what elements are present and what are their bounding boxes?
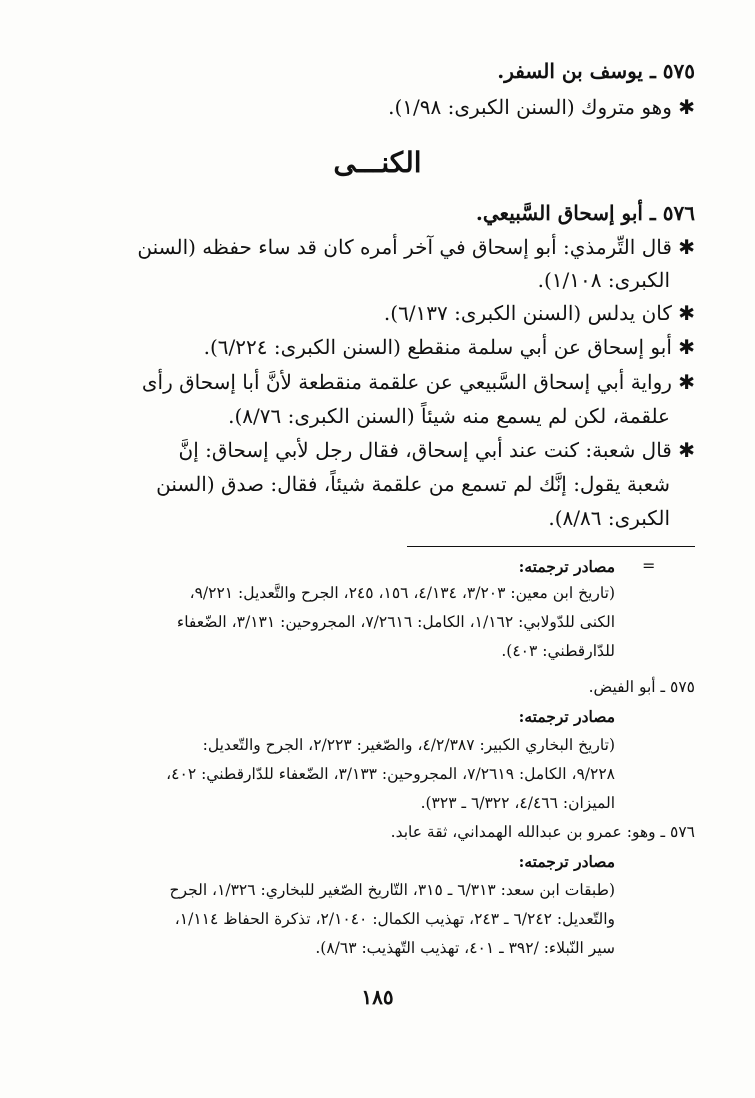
entry-576-note-4a: ✱ رواية أبي إسحاق السَّبيعي عن علقمة منقطعة لأنَّ أبا إسحاق رأى [141,370,695,394]
footnote-line: الميزان: ٤/٤٦٦، ٦/٣٢٢ ـ ٣٢٣). [420,794,615,812]
page-number: ١٨٥ [361,985,394,1009]
entry-575-note: ✱ وهو متروك (السنن الكبرى: ١/٩٨). [388,95,695,119]
footnote-line: والتّعديل: ٦/٢٤٢ ـ ٢٤٣، تهذيب الكمال: ٢/١٠٤٠، تذكرة الحفاظ ١/١١٤، [174,910,615,928]
entry-576-title: ٥٧٦ ـ أبو إسحاق السَّبيعي. [475,201,695,225]
section-heading: الكنـــى [333,146,422,179]
footnote-line: سير النّبلاء: /٣٩٢ ـ ٤٠١، تهذيب التّهذيب: ٨/٦٣). [315,939,615,957]
footnote-line: للدّارقطني: ٤٠٣). [501,642,615,660]
footnote-divider [407,546,695,547]
footnote-line: (تاريخ ابن معين: ٣/٢٠٣، ٤/١٣٤، ١٥٦، ٢٤٥، الجرح والتَّعديل: ٩/٢٢١، [189,584,615,602]
footnote-sources-heading: مصادر ترجمته: [518,852,615,871]
footnote-sources-heading: مصادر ترجمته: [518,707,615,726]
entry-576-note-1b: الكبرى: ١/١٠٨). [537,268,670,292]
footnote-continuation-marker: = [642,556,656,575]
entry-576-note-2: ✱ كان يدلس (السنن الكبرى: ٦/١٣٧). [383,301,695,325]
footnote-entry-576: ٥٧٦ ـ وهو: عمرو بن عبدالله الهمداني، ثقة عابد. [390,823,695,841]
entry-576-note-5c: الكبرى: ٨/٨٦). [548,506,670,530]
footnote-line: (تاريخ البخاري الكبير: ٤/٢/٣٨٧، والصّغير: ٢/٢٢٣، الجرح والتّعديل: [202,736,615,754]
entry-576-note-1a: ✱ قال التِّرمذي: أبو إسحاق في آخر أمره كان قد ساء حفظه (السنن [137,235,695,259]
footnote-entry-575: ٥٧٥ ـ أبو الفيض. [588,678,695,696]
entry-576-note-4b: علقمة، لكن لم يسمع منه شيئاً (السنن الكبرى: ٨/٧٦). [228,404,670,428]
entry-576-note-3: ✱ أبو إسحاق عن أبي سلمة منقطع (السنن الكبرى: ٦/٢٢٤). [203,335,695,359]
footnote-line: (طبقات ابن سعد: ٦/٣١٣ ـ ٣١٥، التّاريخ الصّغير للبخاري: ١/٣٢٦، الجرح [169,881,615,899]
entry-575-title: ٥٧٥ ـ يوسف بن السفر. [497,59,695,83]
footnote-sources-heading: مصادر ترجمته: [518,557,615,576]
footnote-line: الكنى للدّولابي: ١/١٦٢، الكامل: ٧/٢٦١٦، المجروحين: ٣/١٣١، الضّعفاء [176,613,615,631]
footnote-line: ٩/٢٢٨، الكامل: ٧/٢٦١٩، المجروحين: ٣/١٣٣، الضّعفاء للدّارقطني: ٤٠٢، [166,765,615,783]
entry-576-note-5a: ✱ قال شعبة: كنت عند أبي إسحاق، فقال رجل لأبي إسحاق: إنَّ [178,438,695,462]
entry-576-note-5b: شعبة يقول: إنَّك لم تسمع من علقمة شيئاً، فقال: صدق (السنن [156,472,670,496]
